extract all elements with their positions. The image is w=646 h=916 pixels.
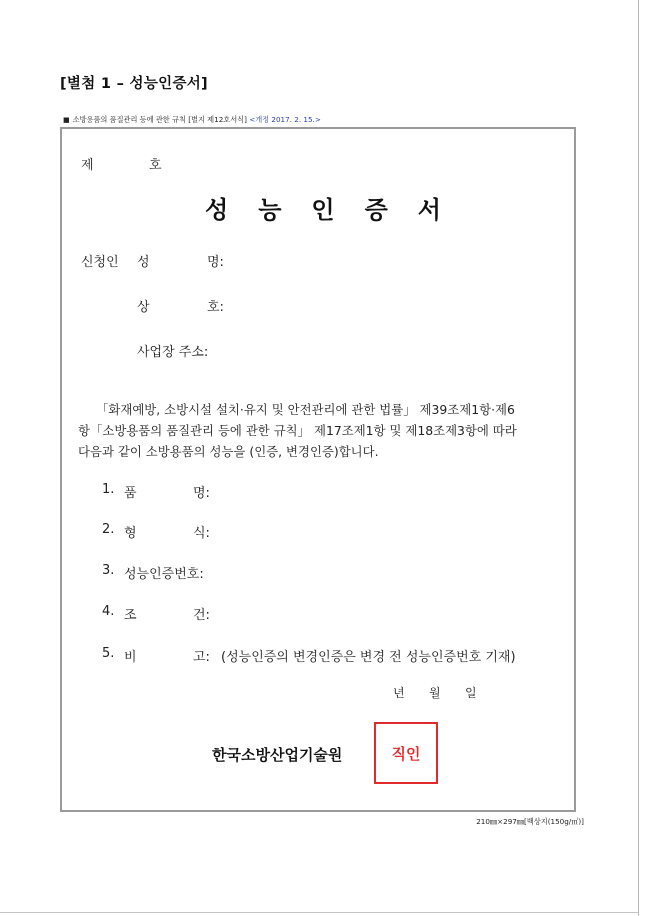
regulation-text: 소방용품의 품질관리 등에 관한 규칙 [별지 제12호서식] (72, 115, 247, 124)
certificate-title: 성능인증서 (205, 196, 471, 224)
company-label-b: 호: (207, 300, 224, 315)
item-number: 2. (102, 522, 115, 537)
item-number: 1. (102, 482, 115, 497)
item-label-condition: 조 (124, 608, 137, 623)
body-line: 「화재예방, 소방시설 설치·유지 및 안전관리에 관한 법률」 제39조제1항·제6 (96, 402, 515, 417)
applicant-label: 신청인 (81, 255, 119, 270)
date-year: 년 (393, 686, 405, 700)
item-label-type: 형 (124, 526, 137, 541)
item-label-type-b: 식: (193, 526, 210, 541)
paper-spec: 210㎜×297㎜[백상지(150g/㎡)] (476, 817, 584, 826)
item-label-cert-number: 성능인증번호: (124, 567, 204, 582)
remarks-value: (성능인증의 변경인증은 변경 전 성능인증번호 기재) (221, 650, 516, 665)
issuing-organization: 한국소방산업기술원 (212, 746, 343, 764)
date-day: 일 (465, 686, 477, 700)
page-right-edge (638, 0, 639, 916)
company-label-a: 상 (137, 300, 150, 315)
name-label-a: 성 (137, 255, 150, 270)
item-label-product-b: 명: (193, 486, 210, 501)
official-seal: 직인 (374, 722, 438, 784)
item-label-remarks-b: 고: (193, 650, 210, 665)
item-label-condition-b: 건: (193, 608, 210, 623)
business-address-label: 사업장 주소: (137, 345, 209, 360)
item-number: 5. (102, 646, 115, 661)
date-month: 월 (429, 686, 441, 700)
cert-number-suffix: 호 (149, 158, 162, 173)
item-label-remarks: 비 (124, 650, 137, 665)
attachment-title: [별첨 1 – 성능인증서] (60, 76, 208, 92)
regulation-line (63, 115, 321, 125)
page-bottom-edge (0, 912, 639, 913)
body-line: 다음과 같이 소방용품의 성능을 (인증, 변경인증)합니다. (78, 444, 379, 459)
revision-date: <개정 2017. 2. 15.> (249, 115, 321, 124)
item-number: 4. (102, 604, 115, 619)
square-bullet-icon: ■ (63, 116, 70, 124)
item-number: 3. (102, 563, 115, 578)
item-label-product: 품 (124, 486, 137, 501)
name-label-b: 명: (207, 255, 224, 270)
cert-number-label: 제 (81, 158, 94, 173)
certificate-frame (60, 127, 576, 812)
body-line: 항「소방용품의 품질관리 등에 관한 규칙」 제17조제1항 및 제18조제3항에 따라 (78, 423, 517, 438)
